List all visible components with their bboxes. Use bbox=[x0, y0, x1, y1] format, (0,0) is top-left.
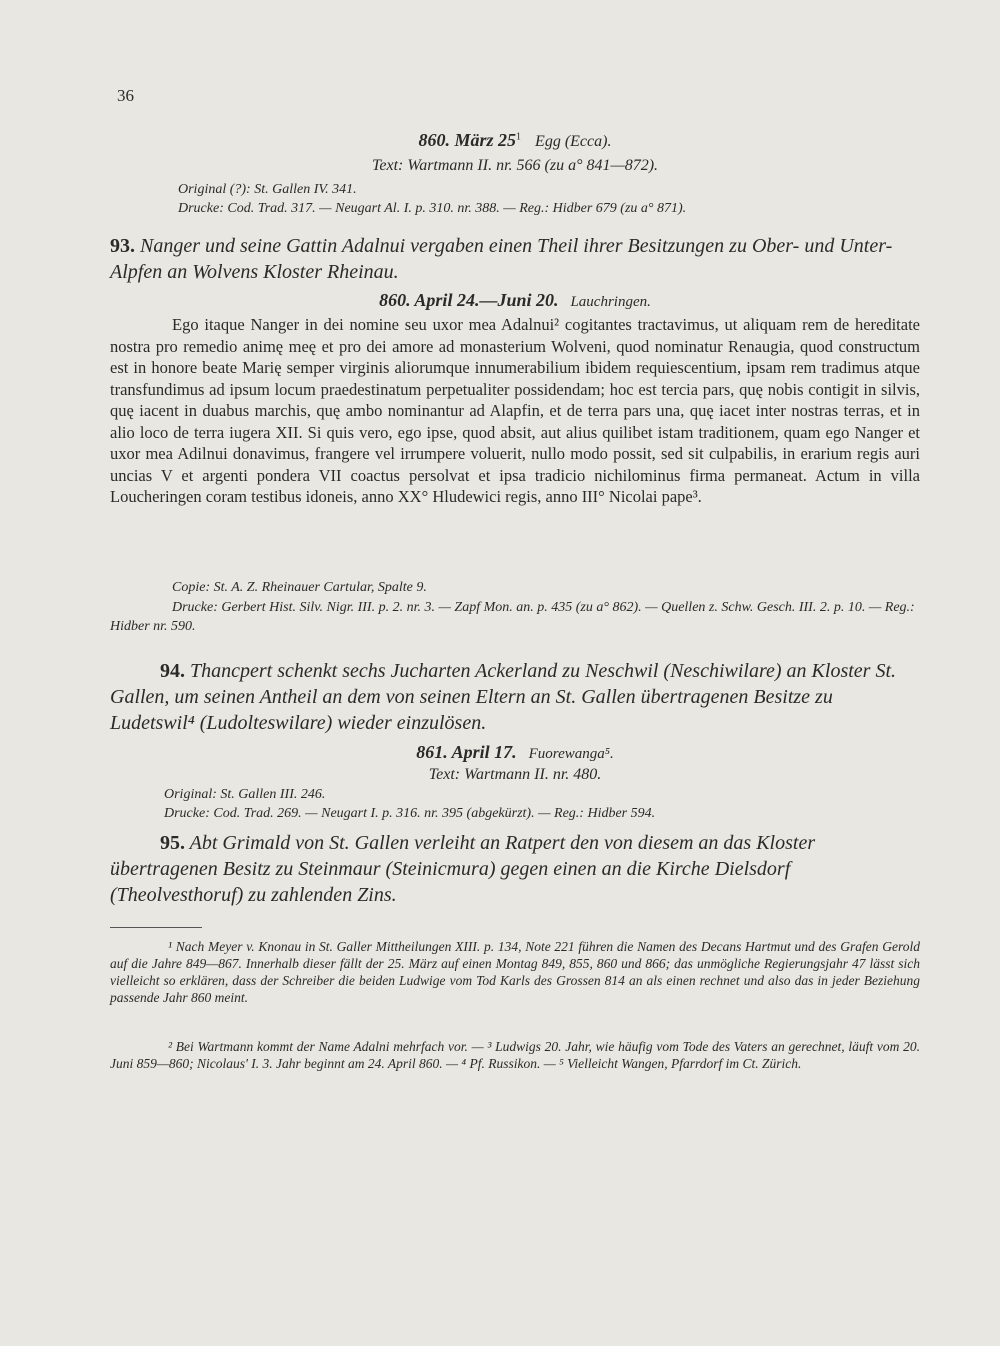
footnote-2-5: ² Bei Wartmann kommt der Name Adalni mehrfach vor. — ³ Ludwigs 20. Jahr, wie häufig vom Tode des Vaters an gerechnet, läuft vom 20. Juni 859—860; Nicolaus' I. 3. Jahr beginnt am 24. April 860. — ⁴ Pf. Russikon. — ⁵ Vielleicht Wangen, Pfarrdorf im Ct. Zürich. bbox=[110, 1039, 920, 1071]
doc94-original-line: Original: St. Gallen III. 246. bbox=[164, 787, 326, 802]
doc94-number: 94. bbox=[160, 660, 185, 682]
doc94-place: Fuorewanga⁵. bbox=[528, 746, 614, 762]
doc95-heading bbox=[110, 830, 920, 908]
doc93-date-line bbox=[110, 290, 920, 311]
doc93-copie-line: Copie: St. A. Z. Rheinauer Cartular, Spalte 9. bbox=[172, 580, 427, 595]
prev-date-sup: 1 bbox=[516, 131, 522, 143]
doc93-body: Ego itaque Nanger in dei nomine seu uxor mea Adalnui² cogitantes tractavimus, ut aliquam rem de hereditate nostra pro remedio animę meę et pro dei amore ad monasterium Wolveni, quod nominatur Renaugia, quod constructum est in honore beate Marię semper virginis aliorumque innumerabilium ibidem requiescentium, ipsam rem tradimus atque transfundimus ad ipsum locum praedestinatum perpetualiter possidendam; hoc est tercia pars, quę nobis contigit in silvis, quę iacent in duabus marchis, quę ambo nominantur ad Alapfin, et de terra pars una, quę iacet inter nostras terras, et in alio loco de terra iugera XII. Si quis vero, ego ipse, quod absit, aut alius quilibet istam traditionem, quam ego Nanger et uxor mea Adilnui donavimus, frangere vel irrumpere voluerit, nullo modo possit, sed sit culpabilis, in erarium regis auri uncias V et argenti pondera VII coactus persolvat et ipsa tradicio nichilominus firma permaneat. Actum in villa Loucheringen coram testibus idoneis, anno XX° Hludewici regis, anno III° Nicolai pape³. bbox=[110, 315, 920, 506]
doc95-title: Abt Grimald von St. Gallen verleiht an Ratpert den von diesem an das Kloster übertragenen Besitz zu Steinmaur (Steinicmura) gegen einen an die Kirche Dielsdorf (Theolvesthoruf) zu zahlenden Zins. bbox=[110, 832, 816, 906]
doc93-place: Lauchringen. bbox=[570, 294, 651, 310]
doc94-date: 861. April 17. bbox=[416, 742, 517, 762]
doc93-date: 860. April 24.—Juni 20. bbox=[379, 290, 559, 310]
doc93-number: 93. bbox=[110, 235, 135, 257]
doc94-text-line: Text: Wartmann II. nr. 480. bbox=[428, 766, 602, 783]
doc93-title: Nanger und seine Gattin Adalnui vergaben einen Theil ihrer Besitzungen zu Ober- und Unter-Alpfen an Wolvens Kloster Rheinau. bbox=[110, 235, 893, 283]
prev-original-line: Original (?): St. Gallen IV. 341. bbox=[178, 182, 357, 197]
prev-text-line: Text: Wartmann II. nr. 566 (zu a° 841—872). bbox=[371, 157, 659, 174]
footnote-1: ¹ Nach Meyer v. Knonau in St. Galler Mittheilungen XIII. p. 134, Note 221 führen die Namen des Decans Hartmut und des Grafen Gerold auf die Jahre 849—867. Innerhalb dieser fällt der 25. März auf einen Montag 849, 855, 860 und 866; das unmögliche Regierungsjahr 47 lässt sich vielleicht so erklären, dass der Schreiber die beiden Ludwige vom Tod Karls des Grossen 814 an als einen rechnet und also das in jeder Beziehung passende Jahr 860 meint. bbox=[110, 939, 920, 1005]
doc93-drucke-line: Drucke: Gerbert Hist. Silv. Nigr. III. p. 2. nr. 3. — Zapf Mon. an. p. 435 (zu a° 862). — Quellen z. Schw. Gesch. III. 2. p. 10. — Reg.: Hidber nr. 590. bbox=[110, 600, 915, 634]
prev-place: Egg (Ecca). bbox=[535, 133, 612, 150]
doc94-heading bbox=[110, 658, 920, 736]
doc94-drucke-line: Drucke: Cod. Trad. 269. — Neugart I. p. 316. nr. 395 (abgekürzt). — Reg.: Hidber 594. bbox=[164, 806, 656, 821]
doc95-number: 95. bbox=[160, 832, 185, 854]
page-number: 36 bbox=[117, 86, 134, 105]
doc94-date-line bbox=[110, 742, 920, 763]
prev-date-line bbox=[110, 130, 920, 151]
prev-date: 860. März 25 bbox=[418, 130, 517, 150]
doc94-title: Thancpert schenkt sechs Jucharten Ackerland zu Neschwil (Neschiwilare) an Kloster St. Gallen, um seinen Antheil an dem von seinen Eltern an St. Gallen übertragenen Besitze zu Ludetswil⁴ (Ludolteswilare) wieder einzulösen. bbox=[110, 660, 896, 734]
footnote-rule bbox=[110, 927, 202, 928]
prev-drucke-line: Drucke: Cod. Trad. 317. — Neugart Al. I. p. 310. nr. 388. — Reg.: Hidber 679 (zu a° 871). bbox=[178, 201, 687, 216]
doc93-heading bbox=[110, 233, 920, 285]
